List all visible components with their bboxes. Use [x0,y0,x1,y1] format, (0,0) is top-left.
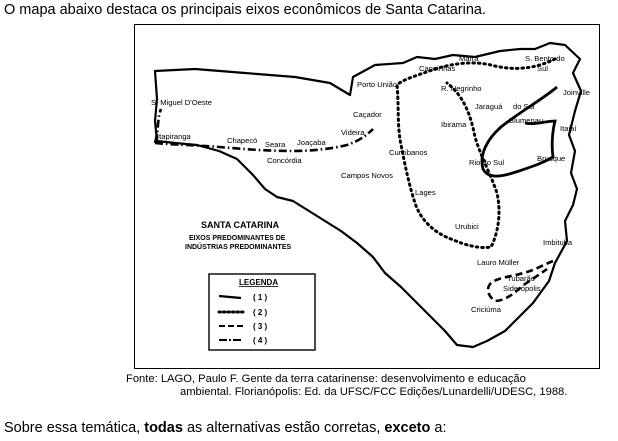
city-jaragua-2: do Sul [513,102,535,111]
city-imbituba: Imbituba [543,238,573,247]
question-part-3: a: [430,420,447,436]
city-jaragua: Jaraguá [475,102,503,111]
city-videira: Videira [341,128,365,137]
city-porto-uniao: Porto União [357,80,398,89]
city-seara: Seara [265,140,286,149]
city-lages: Lages [415,188,436,197]
city-joinville: Joinville [563,88,591,97]
city-s-miguel: S. Miguel D'Oeste [151,98,212,107]
map-legend [209,274,315,350]
source-line-1: Fonte: LAGO, Paulo F. Gente da terra catarinense: desenvolvimento e educação [126,373,526,385]
legend-title: LEGENDA [239,278,279,287]
city-sideropolis: Siderópolis [503,284,541,293]
city-curitibanos: Curitibanos [389,148,428,157]
question-part-1: Sobre essa temática, [4,420,145,436]
city-chapeco: Chapecó [227,136,258,145]
city-urubici: Urubici [455,222,479,231]
city-canoinhas: Canoinhas [419,64,456,73]
map-subtitle-1: EIXOS PREDOMINANTES DE [189,235,286,242]
city-sao-bento: S. Bento do [525,54,565,63]
legend-item-3: ( 3 ) [253,322,268,331]
city-joacaba: Joaçaba [297,138,326,147]
legend-item-4: ( 4 ) [253,336,268,345]
city-mafra: Mafra [459,54,479,63]
question-bold-2: exceto [384,420,431,436]
city-r-negrinho: R. Negrinho [441,84,482,93]
city-tubarao: Tubarão [507,274,536,283]
city-sao-bento-2: Sul [537,64,548,73]
question-bold-1: todas [144,420,183,436]
city-itapiranga: Itapiranga [157,132,191,141]
city-ibirama: Ibirama [441,120,467,129]
city-rio-do-sul: Rio do Sul [469,158,505,167]
map-source [126,373,612,399]
city-criciuma: Criciúma [471,305,501,314]
question-text [4,420,447,436]
legend-item-1: ( 1 ) [253,293,268,302]
legend-item-2: ( 2 ) [253,308,268,317]
city-blumenau: Blumenau [509,116,544,125]
map-title: SANTA CATARINA [201,220,280,230]
question-part-2: as alternativas estão corretas, [182,420,385,436]
city-campos-novos: Campos Novos [341,171,393,180]
city-brusque: Brusque [537,154,566,163]
city-lauro-muller: Lauro Müller [477,258,520,267]
city-itajai: Itajaí [560,124,577,133]
santa-catarina-map [135,25,601,370]
intro-text: O mapa abaixo destaca os principais eixos econômicos de Santa Catarina. [4,2,486,18]
city-concordia: Concórdia [267,156,302,165]
map-subtitle-2: INDÚSTRIAS PREDOMINANTES [185,244,292,251]
source-line-2: ambiental. Florianópolis: Ed. da UFSC/FCC Edições/Lunardelli/UDESC, 1988. [180,386,568,398]
city-cacador: Caçador [353,110,382,119]
map-figure [134,24,600,369]
